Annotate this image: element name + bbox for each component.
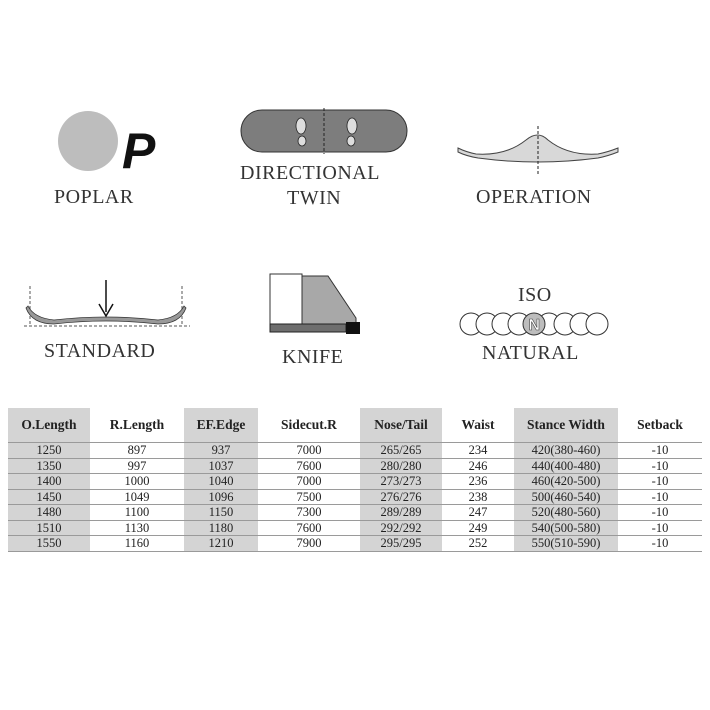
cell: 420(380-460) xyxy=(514,443,618,459)
natural-label: NATURAL xyxy=(482,342,579,364)
cell: 1130 xyxy=(90,520,184,536)
header-sidecut-r: Sidecut.R xyxy=(281,417,337,432)
poplar-glyph: P xyxy=(122,123,156,179)
cell: 1480 xyxy=(8,505,90,521)
poplar-icon xyxy=(58,108,168,178)
cell: -10 xyxy=(618,474,702,490)
table-row xyxy=(8,443,702,459)
table-row xyxy=(8,474,702,490)
cell: 997 xyxy=(90,458,184,474)
twin-label: TWIN xyxy=(287,187,342,209)
operation-profile-icon xyxy=(456,126,620,176)
cell: 273/273 xyxy=(360,474,442,490)
header-r-length: R.Length xyxy=(109,417,165,432)
cell: 1210 xyxy=(184,536,258,552)
cell: 1550 xyxy=(8,536,90,552)
cell: -10 xyxy=(618,536,702,552)
cell: 247 xyxy=(442,505,514,521)
cell: 234 xyxy=(442,443,514,459)
cell: -10 xyxy=(618,520,702,536)
cell: 520(480-560) xyxy=(514,505,618,521)
poplar-label: POPLAR xyxy=(54,186,134,208)
cell: 7600 xyxy=(258,520,360,536)
knife-edge-icon xyxy=(268,272,364,336)
cell: 295/295 xyxy=(360,536,442,552)
cell: 249 xyxy=(442,520,514,536)
cell: 1037 xyxy=(184,458,258,474)
cell: 1150 xyxy=(184,505,258,521)
cell: 236 xyxy=(442,474,514,490)
cell: 1400 xyxy=(8,474,90,490)
poplar-circle xyxy=(58,111,118,171)
table-row xyxy=(8,520,702,536)
cell: 540(500-580) xyxy=(514,520,618,536)
cell: 1510 xyxy=(8,520,90,536)
iso-glyph: N xyxy=(528,317,541,334)
header-waist: Waist xyxy=(461,417,495,432)
cell: 1049 xyxy=(90,489,184,505)
cell: 7000 xyxy=(258,443,360,459)
cell: 1040 xyxy=(184,474,258,490)
table-row xyxy=(8,458,702,474)
table-row xyxy=(8,505,702,521)
table-row xyxy=(8,536,702,552)
cell: 937 xyxy=(184,443,258,459)
cell: -10 xyxy=(618,443,702,459)
cell: 897 xyxy=(90,443,184,459)
cell: 289/289 xyxy=(360,505,442,521)
iso-label: ISO xyxy=(518,284,552,306)
header-o-length: O.Length xyxy=(8,408,90,443)
cell: 246 xyxy=(442,458,514,474)
cell: -10 xyxy=(618,489,702,505)
cell: 1350 xyxy=(8,458,90,474)
operation-label: OPERATION xyxy=(476,186,592,208)
header-nose-tail: Nose/Tail xyxy=(360,408,442,443)
cell: 1096 xyxy=(184,489,258,505)
standard-label: STANDARD xyxy=(44,340,156,362)
cell: -10 xyxy=(618,505,702,521)
header-setback: Setback xyxy=(637,417,683,432)
cell: 7900 xyxy=(258,536,360,552)
cell: 460(420-500) xyxy=(514,474,618,490)
cell: 276/276 xyxy=(360,489,442,505)
spec-table xyxy=(8,408,702,552)
cell: 7000 xyxy=(258,474,360,490)
cell: 7600 xyxy=(258,458,360,474)
cell: 1180 xyxy=(184,520,258,536)
cell: 265/265 xyxy=(360,443,442,459)
knife-label: KNIFE xyxy=(282,346,344,368)
table-header-row xyxy=(8,408,702,443)
cell: 1000 xyxy=(90,474,184,490)
cell: 550(510-590) xyxy=(514,536,618,552)
cell: -10 xyxy=(618,458,702,474)
cell: 7500 xyxy=(258,489,360,505)
cell: 292/292 xyxy=(360,520,442,536)
header-ef-edge: EF.Edge xyxy=(184,408,258,443)
cell: 1100 xyxy=(90,505,184,521)
standard-camber-icon xyxy=(24,276,190,330)
iso-natural-circles-icon xyxy=(458,310,610,338)
header-stance-width: Stance Width xyxy=(514,408,618,443)
directional-label: DIRECTIONAL xyxy=(240,162,380,184)
cell: 280/280 xyxy=(360,458,442,474)
table-row xyxy=(8,489,702,505)
cell: 1160 xyxy=(90,536,184,552)
cell: 440(400-480) xyxy=(514,458,618,474)
cell: 1450 xyxy=(8,489,90,505)
cell: 1250 xyxy=(8,443,90,459)
directional-twin-board-icon xyxy=(240,108,408,154)
cell: 7300 xyxy=(258,505,360,521)
cell: 500(460-540) xyxy=(514,489,618,505)
cell: 238 xyxy=(442,489,514,505)
cell: 252 xyxy=(442,536,514,552)
